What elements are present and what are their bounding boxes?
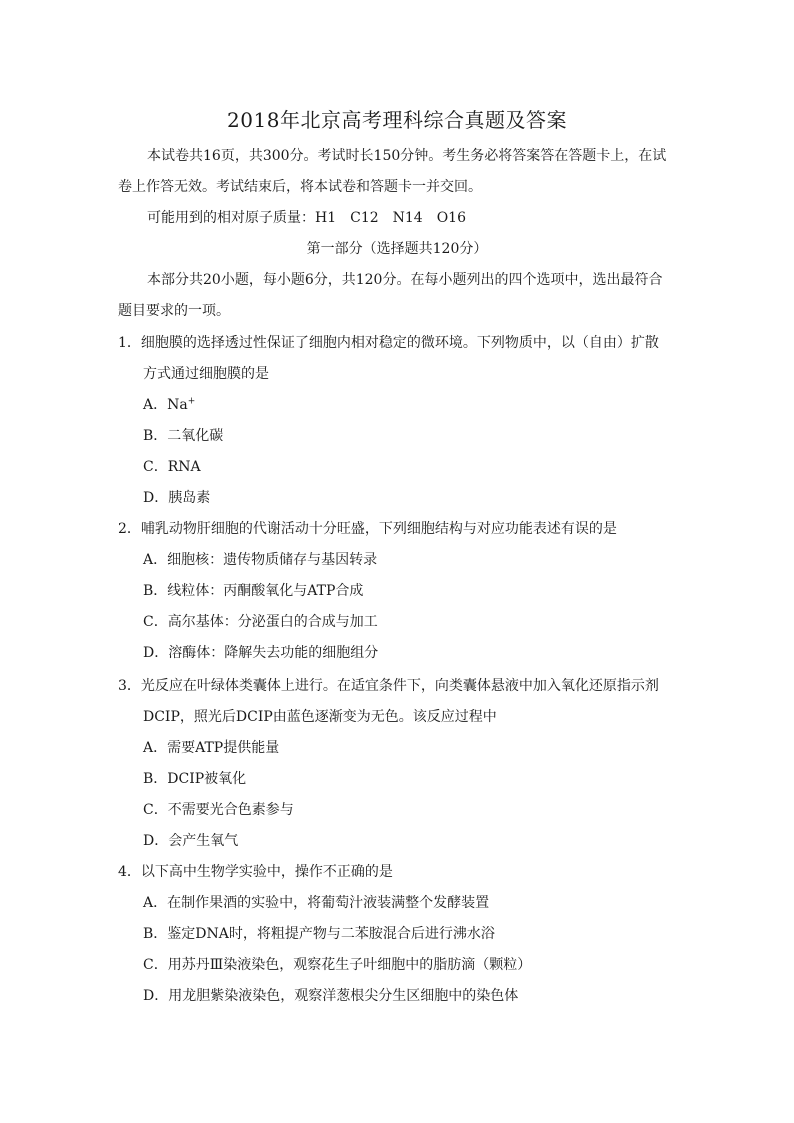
intro-line-2: 卷上作答无效。考试结束后，将本试卷和答题卡一并交回。: [118, 179, 482, 195]
question-2-stem: 2．哺乳动物肝细胞的代谢活动十分旺盛，下列细胞结构与对应功能表述有误的是: [118, 521, 617, 537]
question-2-option-d: D．溶酶体：降解失去功能的细胞组分: [143, 645, 379, 661]
question-1-option-c: C．RNA: [143, 459, 201, 475]
option-text: A．Na: [143, 397, 188, 413]
question-4-option-d: D．用龙胆紫染液染色，观察洋葱根尖分生区细胞中的染色体: [143, 988, 519, 1004]
question-4-stem: 4．以下高中生物学实验中，操作不正确的是: [118, 864, 393, 880]
page-title: 2018年北京高考理科综合真题及答案: [227, 108, 567, 132]
question-3-option-a: A．需要ATP提供能量: [143, 740, 280, 756]
question-1-stem-cont: 方式通过细胞膜的是: [143, 366, 269, 382]
part1-desc-line-2: 题目要求的一项。: [118, 303, 230, 319]
part1-heading: 第一部分（选择题共120分）: [306, 241, 488, 257]
question-4-option-a: A．在制作果酒的实验中，将葡萄汁液装满整个发酵装置: [143, 895, 490, 911]
question-3-option-c: C．不需要光合色素参与: [143, 802, 294, 818]
question-2-option-b: B．线粒体：丙酮酸氧化与ATP合成: [143, 583, 364, 599]
question-1-option-b: B．二氧化碳: [143, 428, 224, 444]
question-1-option-d: D．胰岛素: [143, 490, 211, 506]
question-3-stem: 3．光反应在叶绿体类囊体上进行。在适宜条件下，向类囊体悬液中加入氧化还原指示剂: [118, 678, 659, 694]
superscript: +: [187, 396, 196, 407]
question-1-option-a: [143, 395, 195, 415]
question-3-option-d: D．会产生氧气: [143, 833, 239, 849]
question-2-option-c: C．高尔基体：分泌蛋白的合成与加工: [143, 614, 378, 630]
question-4-option-b: B．鉴定DNA时，将粗提产物与二苯胺混合后进行沸水浴: [143, 926, 495, 942]
question-2-option-a: A．细胞核：遗传物质储存与基因转录: [143, 552, 378, 568]
atomic-masses: 可能用到的相对原子质量：H1 C12 N14 O16: [147, 210, 466, 226]
intro-line-1: 本试卷共16页，共300分。考试时长150分钟。考生务必将答案答在答题卡上，在试: [147, 148, 667, 164]
question-1-stem: 1．细胞膜的选择透过性保证了细胞内相对稳定的微环境。下列物质中，以（自由）扩散: [118, 335, 659, 351]
question-3-option-b: B．DCIP被氧化: [143, 771, 247, 787]
part1-desc-line-1: 本部分共20小题，每小题6分，共120分。在每小题列出的四个选项中，选出最符合: [147, 272, 663, 288]
question-3-stem-cont: DCIP，照光后DCIP由蓝色逐渐变为无色。该反应过程中: [143, 709, 497, 725]
question-4-option-c: C．用苏丹Ⅲ染液染色，观察花生子叶细胞中的脂肪滴（颗粒）: [143, 957, 532, 973]
